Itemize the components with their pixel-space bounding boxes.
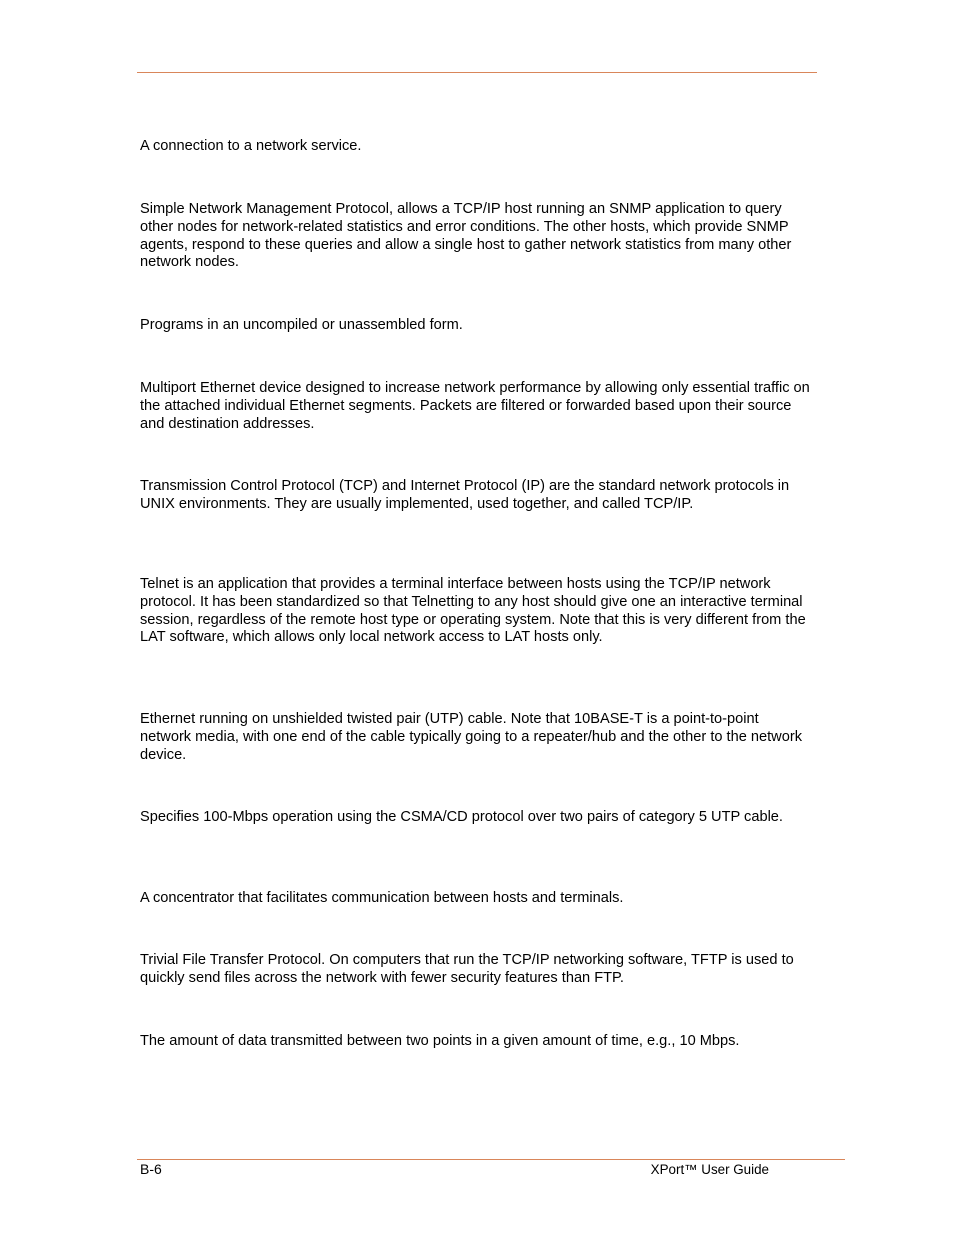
definition-100base-tx: Specifies 100-Mbps operation using the CSMA/CD protocol over two pairs of category 5 UTP cable. bbox=[140, 809, 783, 825]
definition-10base-t: Ethernet running on unshielded twisted pair (UTP) cable. Note that 10BASE-T is a point-to-point network media, with one end of the cable typically going to a repeater/hub and the other to the network device. bbox=[140, 711, 802, 763]
definition-terminal-server: A concentrator that facilitates communication between hosts and terminals. bbox=[140, 890, 624, 906]
header-rule bbox=[137, 72, 817, 73]
definition-throughput: The amount of data transmitted between two points in a given amount of time, e.g., 10 Mbps. bbox=[140, 1033, 740, 1049]
footer-guide-title: XPort™ User Guide bbox=[650, 1162, 769, 1177]
definition-session: A connection to a network service. bbox=[140, 138, 362, 154]
definition-switch: Multiport Ethernet device designed to increase network performance by allowing only essential traffic on the attached individual Ethernet segments. Packets are filtered or forwarded based upon their source and destination addresses. bbox=[140, 380, 810, 432]
definition-source-code: Programs in an uncompiled or unassembled form. bbox=[140, 317, 463, 333]
footer-rule bbox=[137, 1159, 845, 1160]
definition-telnet: Telnet is an application that provides a terminal interface between hosts using the TCP/IP network protocol. It has been standardized so that Telnetting to any host should give one an interactive terminal session, regardless of the remote host type or operating system. Note that this is very different from the LAT software, which allows only local network access to LAT hosts only. bbox=[140, 576, 806, 646]
definition-tftp: Trivial File Transfer Protocol. On computers that run the TCP/IP networking software, TFTP is used to quickly send files across the network with fewer security features than FTP. bbox=[140, 952, 794, 986]
definition-snmp: Simple Network Management Protocol, allows a TCP/IP host running an SNMP application to query other nodes for network-related statistics and error conditions. The other hosts, which provide SNMP agents, respond to these queries and allow a single host to gather network statistics from many other network nodes. bbox=[140, 201, 792, 271]
footer-page-number: B-6 bbox=[140, 1161, 162, 1177]
definition-tcp-ip: Transmission Control Protocol (TCP) and Internet Protocol (IP) are the standard network protocols in UNIX environments. They are usually implemented, used together, and called TCP/IP. bbox=[140, 478, 790, 512]
